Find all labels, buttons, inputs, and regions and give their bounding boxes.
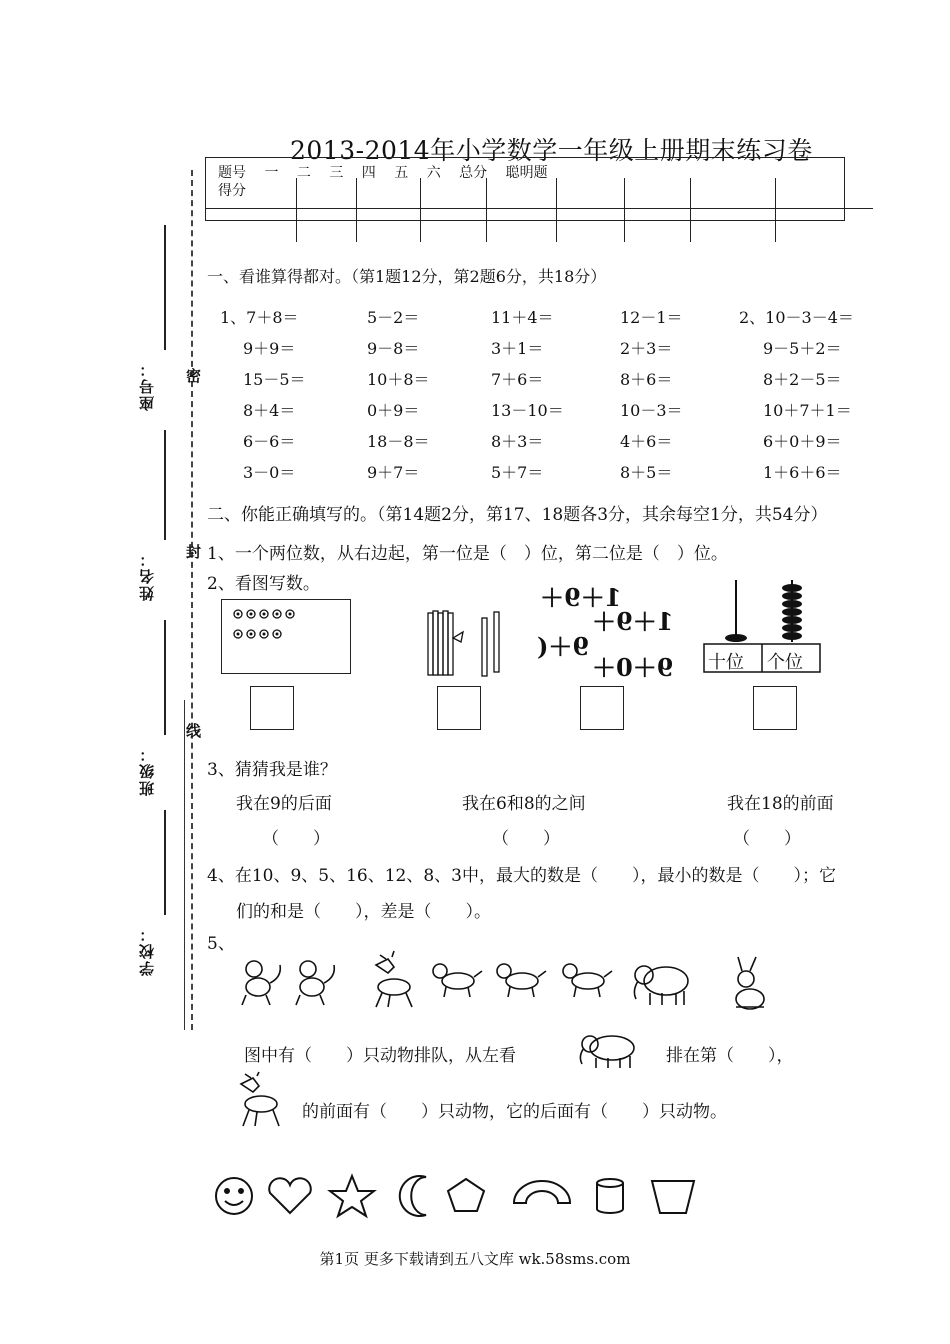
arith-cell: 3＋1＝ [491, 339, 544, 358]
answer-box[interactable] [437, 686, 481, 730]
deer-icon [376, 951, 412, 1007]
crescent-moon-icon [400, 1176, 426, 1216]
arith-cell: 8＋4＝ [243, 401, 296, 420]
arith-cell: 5＋7＝ [491, 463, 544, 482]
monkey-icon [296, 961, 334, 1005]
elephant-icon [634, 966, 688, 1005]
score-column-line [356, 178, 357, 242]
rabbit-icon [736, 957, 764, 1009]
score-column-line [556, 178, 557, 242]
guess-blank-2[interactable]: （ ） [492, 829, 560, 849]
score-row-label: 得分 [218, 183, 246, 199]
question-5-line1-a: 图中有（ ）只动物排队，从左看 [244, 1046, 516, 1066]
answer-box[interactable] [250, 686, 294, 730]
class-fill-line [164, 620, 166, 735]
arith-cell: 13－10＝ [491, 401, 564, 420]
binding-dashed-line [191, 170, 193, 1030]
cylinder-icon [597, 1179, 623, 1213]
score-column-line [624, 178, 625, 242]
trapezoid-icon [652, 1181, 694, 1213]
guess-blank-3[interactable]: （ ） [733, 829, 801, 849]
sticks-bundle-icon [420, 608, 510, 678]
monkey-icon [242, 961, 280, 1005]
heart-icon [269, 1178, 311, 1213]
answer-box[interactable] [580, 686, 624, 730]
dog-icon [433, 964, 482, 997]
score-table-header: 题号 一 二 三 四 五 六 总分 聪明题 [218, 165, 548, 181]
arch-icon [514, 1181, 570, 1203]
arith-cell: 10＋8＝ [367, 370, 430, 389]
class-label: 班级： [138, 745, 156, 796]
flipped-expr-1: 1＋9＋ [540, 583, 622, 612]
arith-cell: 5－2＝ [367, 308, 420, 327]
arith-cell: 9＋7＝ [367, 463, 420, 482]
deer-icon [233, 1074, 291, 1132]
arith-cell: 0＋9＝ [367, 401, 420, 420]
school-fill-line [164, 810, 166, 915]
answer-box[interactable] [753, 686, 797, 730]
school-label: 学校： [138, 925, 156, 976]
seat-label: 座号： [138, 360, 156, 411]
pentagon-icon [448, 1179, 484, 1211]
arith-cell: 6－6＝ [243, 432, 296, 451]
arith-cell: 4＋6＝ [620, 432, 673, 451]
question-5: 5、 [207, 934, 235, 954]
dog-icon [497, 964, 546, 997]
arith-cell: 8＋3＝ [491, 432, 544, 451]
arith-cell: 9－5＋2＝ [763, 339, 842, 358]
arith-cell: 1、7＋8＝ [220, 308, 299, 327]
dog-icon [563, 964, 612, 997]
guess-item-2: 我在6和8的之间 [462, 794, 586, 814]
guess-blank-1[interactable]: （ ） [262, 829, 330, 849]
smiley-face-icon [216, 1178, 252, 1214]
question-4-line1: 4、在10、9、5、16、12、8、3中，最大的数是（ ），最小的数是（ ）；它 [207, 866, 836, 886]
question-2: 2、看图写数。 [207, 574, 320, 594]
arith-cell: 15－5＝ [243, 370, 306, 389]
seal-char-xian: 线 [186, 722, 202, 740]
score-column-line [296, 178, 297, 242]
arith-cell: 10＋7＋1＝ [763, 401, 852, 420]
arith-cell: 8＋5＝ [620, 463, 673, 482]
question-5-line2: 的前面有（ ）只动物，它的后面有（ ）只动物。 [302, 1102, 727, 1122]
arith-cell: 6＋0＋9＝ [763, 432, 842, 451]
question-1: 1、一个两位数，从右边起，第一位是（ ）位，第二位是（ ）位。 [207, 544, 728, 564]
arith-cell: 2、10－3－4＝ [739, 308, 854, 327]
score-column-line [775, 178, 776, 242]
arith-cell: 10－3＝ [620, 401, 683, 420]
seat-fill-line [164, 225, 166, 350]
shapes-row [212, 1173, 702, 1219]
section1-heading: 一、看谁算得都对。（第1题12分，第2题6分，共18分） [207, 267, 607, 286]
question-4-line2: 们的和是（ ），差是（ ）。 [236, 902, 491, 922]
flowers-icon [232, 606, 312, 646]
elephant-icon [574, 1030, 640, 1070]
section2-heading: 二、你能正确填写的。（第14题2分，第17、18题各3分，其余每空1分，共54分） [207, 505, 828, 525]
arith-cell: 8＋2－5＝ [763, 370, 842, 389]
arith-cell: 11＋4＝ [491, 308, 554, 327]
name-fill-line [164, 430, 166, 540]
score-column-line [420, 178, 421, 242]
name-label: 姓名： [138, 550, 156, 601]
score-column-line [690, 178, 691, 242]
question-3: 3、猜猜我是谁？ [207, 760, 337, 780]
flipped-expr-4: 9＋0＋ [592, 653, 674, 682]
arith-cell: 1＋6＋6＝ [763, 463, 842, 482]
score-column-line [486, 178, 487, 242]
seal-char-feng: 封 [186, 543, 202, 561]
arith-cell: 2＋3＝ [620, 339, 673, 358]
arith-cell: 9＋9＝ [243, 339, 296, 358]
flipped-expr-3: 9＋( [537, 632, 590, 661]
abacus-label-ones: 个位 [767, 652, 803, 673]
flipped-expr-2: 1＋9＋ [592, 607, 674, 636]
arith-cell: 3－0＝ [243, 463, 296, 482]
arith-cell: 7＋6＝ [491, 370, 544, 389]
animal-queue [236, 955, 786, 1015]
guess-item-1: 我在9的后面 [236, 794, 332, 814]
question-5-line1-b: 排在第（ ）， [666, 1046, 794, 1066]
arith-cell: 8＋6＝ [620, 370, 673, 389]
arith-cell: 12－1＝ [620, 308, 683, 327]
arith-cell: 18－8＝ [367, 432, 430, 451]
arith-cell: 9－8＝ [367, 339, 420, 358]
page-footer: 第1页 更多下载请到五八文库 wk.58sms.com [319, 1250, 631, 1268]
guess-item-3: 我在18的前面 [727, 794, 834, 814]
binding-solid-line [184, 700, 185, 1030]
abacus-label-tens: 十位 [708, 652, 744, 673]
star-icon [330, 1176, 374, 1216]
seal-char-mi: 密 [186, 367, 202, 385]
page-title: 2013-2014年小学数学一年级上册期末练习卷 [290, 136, 813, 165]
score-table-divider [205, 208, 873, 209]
